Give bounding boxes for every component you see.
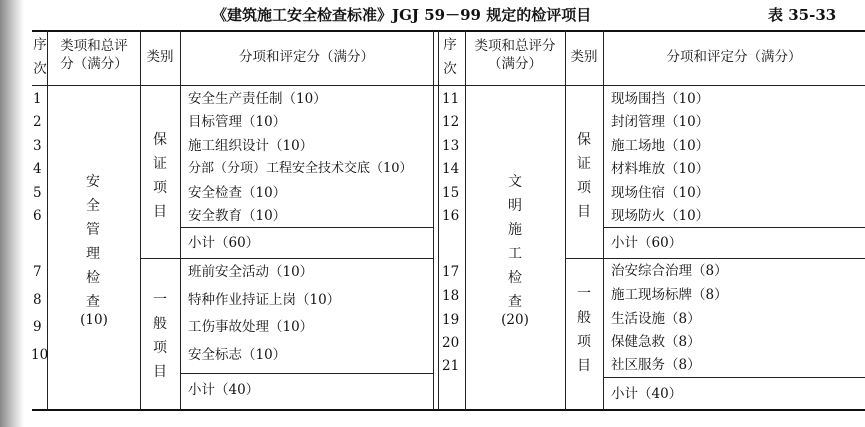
category-score-left: (10): [80, 312, 108, 328]
seq-number: 1: [33, 91, 42, 107]
item-row: 治安综合治理（8）: [611, 263, 728, 279]
subtotal-row: 小计（40）: [611, 386, 683, 402]
seq-number: 13: [442, 138, 460, 154]
item-row: 社区服务（8）: [611, 357, 701, 373]
item-row: 封闭管理（10）: [611, 114, 710, 130]
seq-number: 5: [33, 185, 42, 201]
seq-number: 4: [33, 161, 42, 177]
item-row: 安全标志（10）: [188, 347, 287, 363]
item-row: 分部（分项）工程安全技术交底（10）: [188, 161, 413, 176]
category-name-right: 文明施工检查: [508, 174, 522, 310]
table-code: 表 35-33: [768, 6, 837, 24]
header-type-left: 类别: [146, 49, 174, 65]
table-title: 《建筑施工安全检查标准》JGJ 59－99 规定的检评项目: [212, 6, 592, 24]
item-row: 现场围挡（10）: [611, 91, 710, 107]
seq-number: 21: [442, 358, 460, 374]
seq-number: 17: [442, 264, 460, 280]
item-row: 生活设施（8）: [611, 311, 701, 327]
subtotal-row: 小计（60）: [188, 235, 260, 251]
seq-number: 7: [33, 264, 42, 280]
header-category-right: 类项和总评分（满分）: [474, 38, 556, 72]
header-category-left: 类项和总评分（满分）: [60, 38, 128, 72]
seq-number: 12: [442, 114, 460, 130]
group-a-name-right: 保证项目: [577, 132, 591, 220]
seq-number: 16: [442, 208, 460, 224]
subtotal-row: 小计（60）: [611, 235, 683, 251]
seq-number: 9: [33, 319, 42, 335]
category-name-left: 安全管理检查: [86, 174, 100, 310]
item-row: 安全检查（10）: [188, 185, 287, 201]
item-row: 工伤事故处理（10）: [188, 319, 314, 335]
header-seq-left: 序次: [33, 37, 47, 77]
group-b-name-right: 一般项目: [577, 286, 591, 374]
item-row: 保健急救（8）: [611, 334, 701, 350]
seq-number: 11: [442, 91, 460, 107]
table-title-bar: [0, 2, 865, 28]
header-items-right: 分项和评定分（满分）: [666, 49, 802, 65]
item-row: 安全教育（10）: [188, 208, 287, 224]
item-row: 材料堆放（10）: [611, 161, 710, 177]
header-seq-right: 序次: [443, 37, 457, 77]
seq-number: 14: [442, 161, 460, 177]
header-type-right: 类别: [570, 49, 598, 65]
item-row: 施工场地（10）: [611, 138, 710, 154]
seq-number: 19: [442, 312, 460, 328]
seq-number: 10: [31, 347, 49, 363]
subtotal-row: 小计（40）: [188, 382, 260, 398]
item-row: 特种作业持证上岗（10）: [188, 292, 341, 308]
item-row: 目标管理（10）: [188, 114, 287, 130]
seq-number: 2: [33, 114, 42, 130]
seq-number: 15: [442, 185, 460, 201]
seq-number: 6: [33, 208, 42, 224]
seq-number: 3: [33, 138, 42, 154]
group-b-name-left: 一般项目: [153, 292, 167, 380]
seq-number: 8: [33, 292, 42, 308]
item-row: 现场防火（10）: [611, 208, 710, 224]
seq-number: 20: [442, 335, 460, 351]
item-row: 施工组织设计（10）: [188, 138, 314, 154]
group-a-name-left: 保证项目: [153, 132, 167, 220]
item-row: 现场住宿（10）: [611, 185, 710, 201]
item-row: 班前安全活动（10）: [188, 264, 314, 280]
item-row: 施工现场标牌（8）: [611, 287, 728, 303]
item-row: 安全生产责任制（10）: [188, 91, 327, 107]
category-score-right: (20): [501, 312, 529, 328]
page-edge-shadow: [0, 0, 24, 427]
header-items-left: 分项和评定分（满分）: [239, 49, 374, 65]
seq-number: 18: [442, 288, 460, 304]
